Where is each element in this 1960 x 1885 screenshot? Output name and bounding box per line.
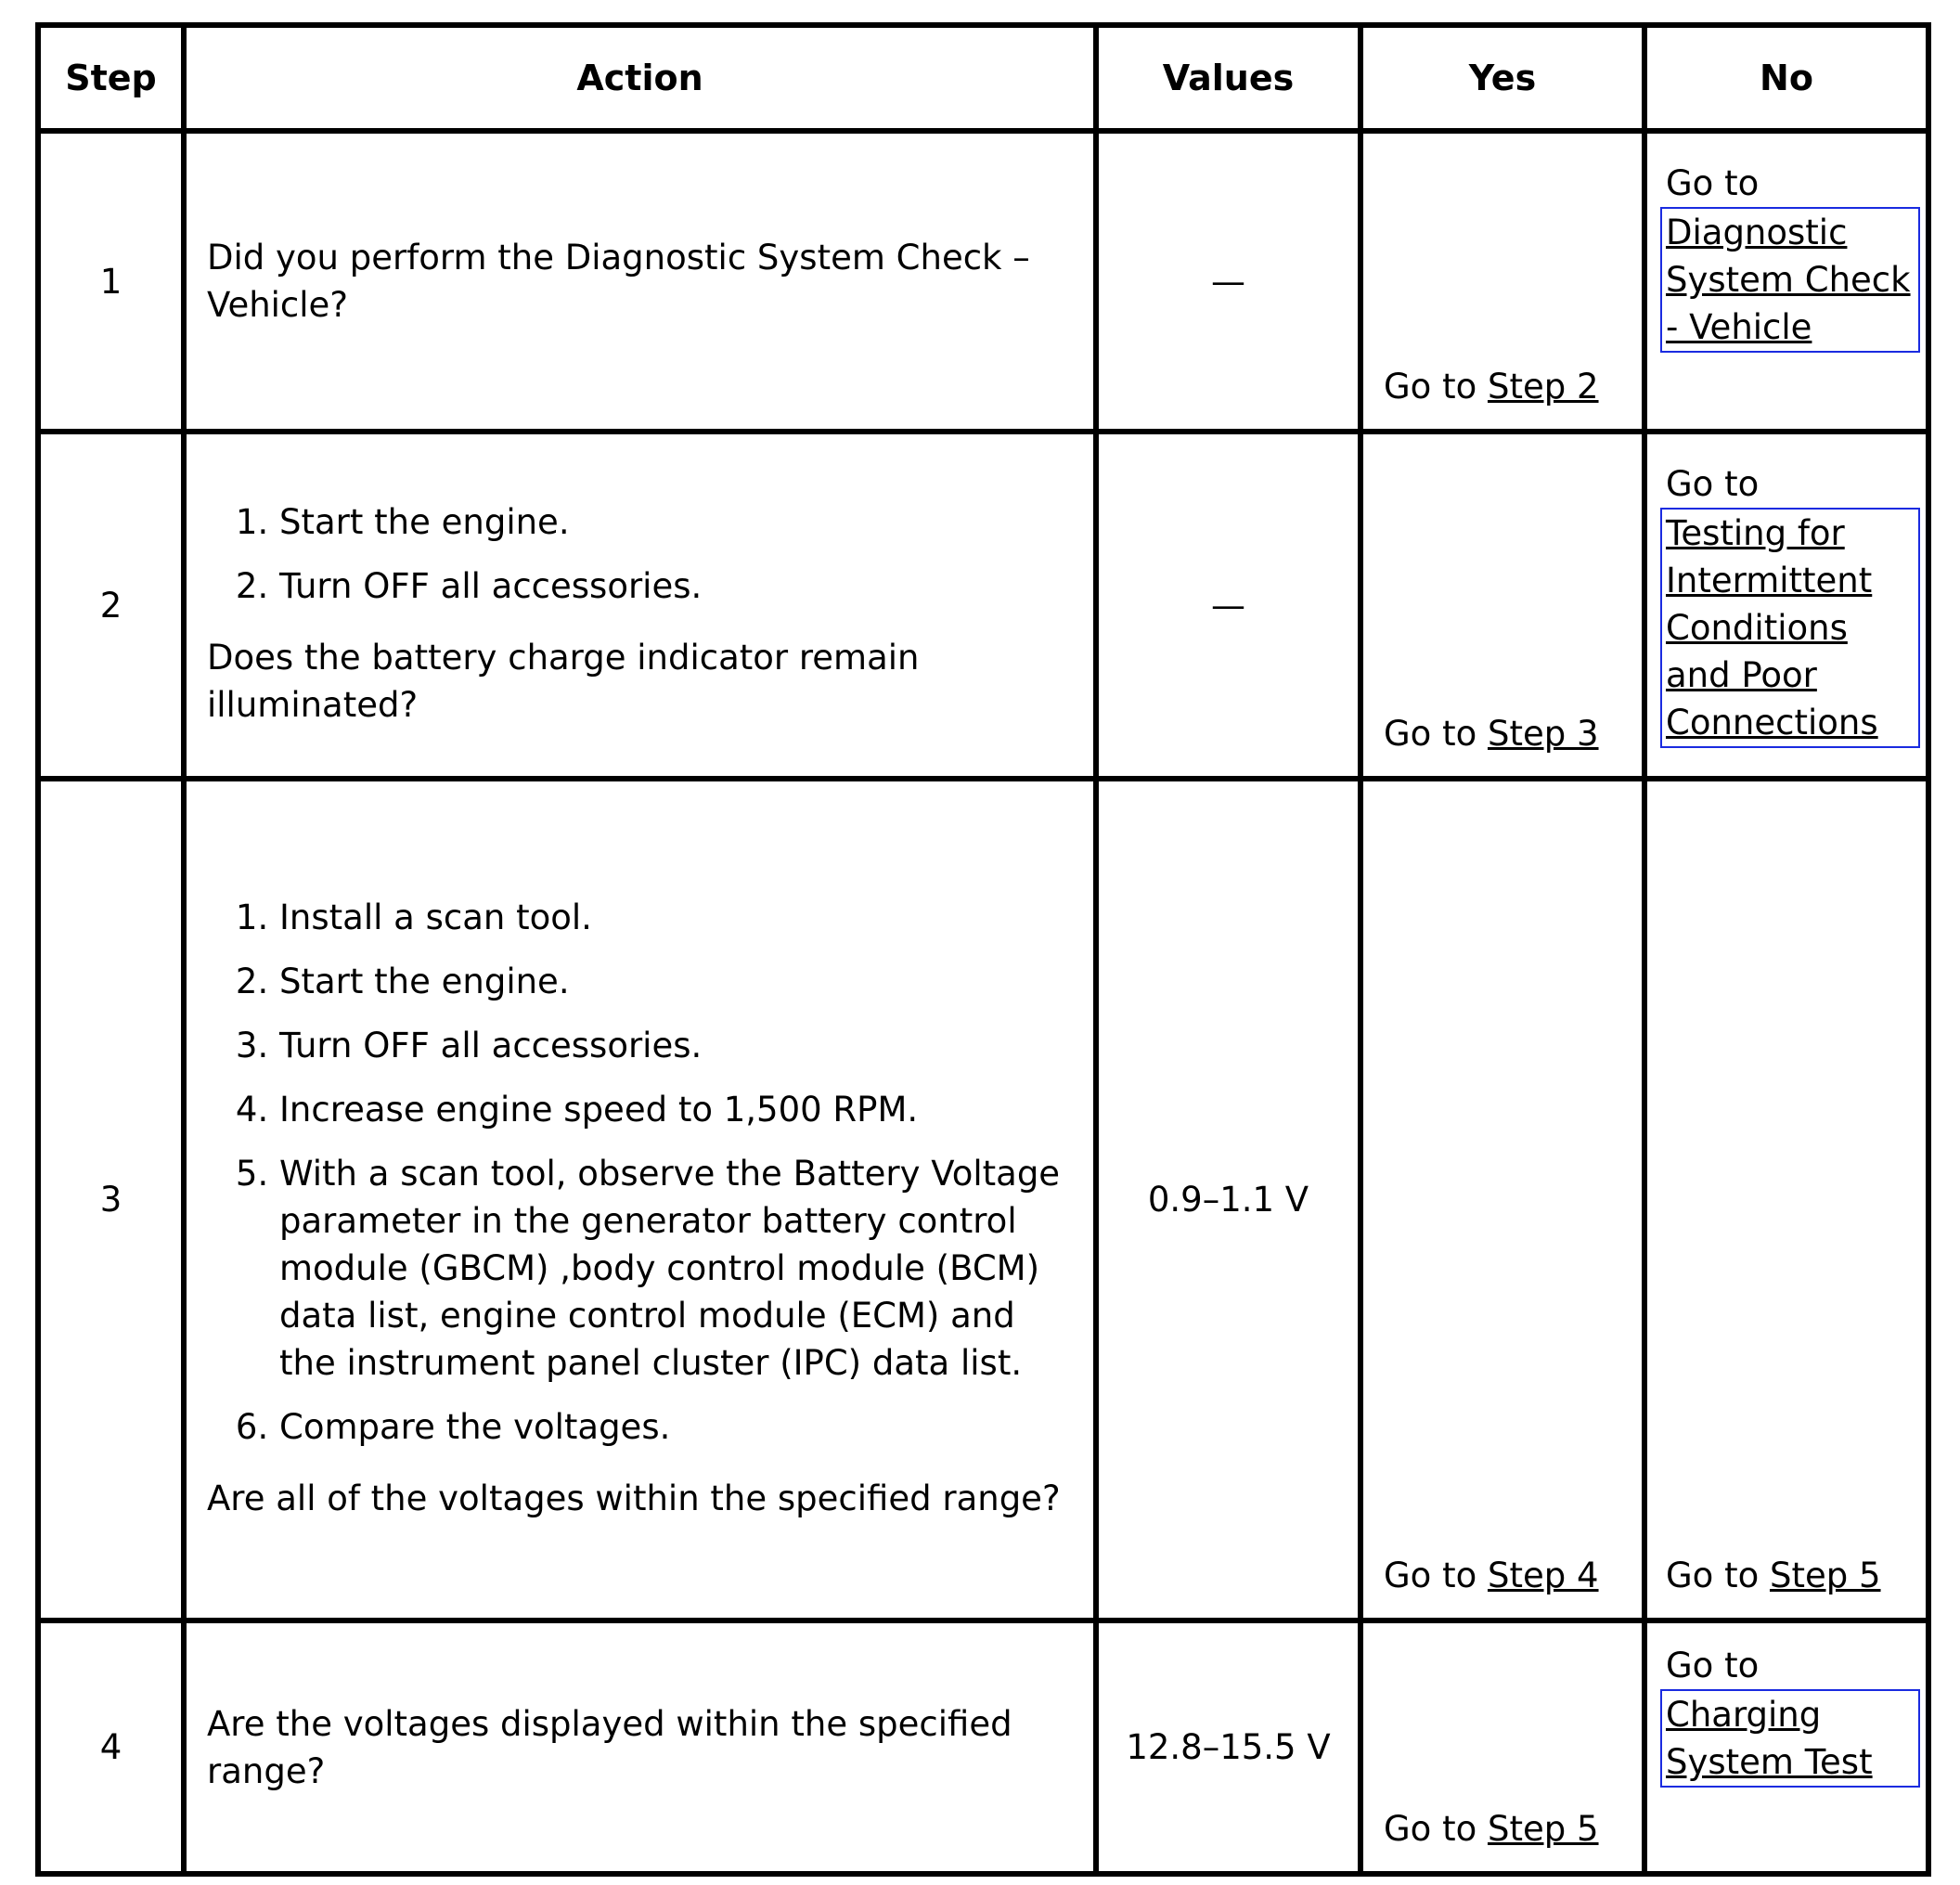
goto-label: Go to: [1666, 1646, 1760, 1685]
no-cell: [1644, 131, 1928, 432]
goto-label: Go to: [1666, 163, 1760, 203]
question: Did you perform the Diagnostic System Check – Vehicle?: [207, 238, 1030, 325]
step-link[interactable]: Step 5: [1487, 1809, 1599, 1849]
table-row: [38, 131, 1928, 432]
goto-label: Go to: [1384, 714, 1477, 754]
question: Does the battery charge indicator remain illuminated?: [207, 638, 920, 725]
header-yes: Yes: [1360, 25, 1644, 131]
step-number: 2: [38, 432, 184, 779]
table-row: [38, 432, 1928, 779]
header-no: No: [1644, 25, 1928, 131]
testing-intermittent-link[interactable]: Testing for Intermittent Conditions and Poor Connections: [1666, 513, 1878, 742]
yes-cell: [1360, 432, 1644, 779]
list-item: 1. Start the engine.: [279, 498, 1073, 546]
step-number: 1: [38, 131, 184, 432]
table-row: [38, 779, 1928, 1620]
question: Are the voltages displayed within the specified range?: [207, 1703, 1012, 1791]
step-link[interactable]: Step 2: [1487, 367, 1599, 407]
goto-label: Go to: [1384, 1556, 1477, 1595]
value-cell: 0.9–1.1 V: [1096, 779, 1360, 1620]
header-action: Action: [184, 25, 1096, 131]
list-item: 5. With a scan tool, observe the Battery Voltage parameter in the generator battery control module (GBCM) ,body control module (BCM) data list, engine control module (ECM) and the instrument panel cluster (IPC) data list.: [279, 1150, 1073, 1387]
yes-cell: [1360, 131, 1644, 432]
list-item: 2. Start the engine.: [279, 958, 1073, 1005]
yes-cell: [1360, 1620, 1644, 1874]
step-link[interactable]: Step 5: [1769, 1556, 1881, 1595]
step-link[interactable]: Step 4: [1487, 1556, 1599, 1595]
no-cell: [1644, 432, 1928, 779]
action-cell: [184, 432, 1096, 779]
header-row: [38, 25, 1928, 131]
list-item: 2. Turn OFF all accessories.: [279, 562, 1073, 610]
step-link[interactable]: Step 3: [1487, 714, 1599, 754]
list-item: 4. Increase engine speed to 1,500 RPM.: [279, 1086, 1073, 1133]
goto-label: Go to: [1666, 464, 1760, 504]
header-values: Values: [1096, 25, 1360, 131]
goto-label: Go to: [1384, 1809, 1477, 1849]
table-row: [38, 1620, 1928, 1874]
value-cell: —: [1096, 131, 1360, 432]
list-item: 1. Install a scan tool.: [279, 894, 1073, 941]
goto-label: Go to: [1666, 1556, 1760, 1595]
no-cell: [1644, 1620, 1928, 1874]
step-number: 3: [38, 779, 184, 1620]
charging-system-test-link[interactable]: Charging System Test: [1666, 1695, 1873, 1782]
action-list: [207, 894, 1073, 1451]
list-item: 6. Compare the voltages.: [279, 1403, 1073, 1451]
action-cell: [184, 131, 1096, 432]
action-list: [207, 498, 1073, 610]
diagnostic-system-check-link[interactable]: Diagnostic System Check - Vehicle: [1666, 213, 1911, 347]
value-cell: 12.8–15.5 V: [1096, 1620, 1360, 1874]
list-item: 3. Turn OFF all accessories.: [279, 1022, 1073, 1069]
action-cell: [184, 1620, 1096, 1874]
question: Are all of the voltages within the specified range?: [207, 1478, 1061, 1518]
yes-cell: [1360, 779, 1644, 1620]
no-cell: [1644, 779, 1928, 1620]
header-step: Step: [38, 25, 184, 131]
diagnostic-table: [35, 22, 1931, 1877]
value-cell: —: [1096, 432, 1360, 779]
goto-label: Go to: [1384, 367, 1477, 407]
action-cell: [184, 779, 1096, 1620]
step-number: 4: [38, 1620, 184, 1874]
